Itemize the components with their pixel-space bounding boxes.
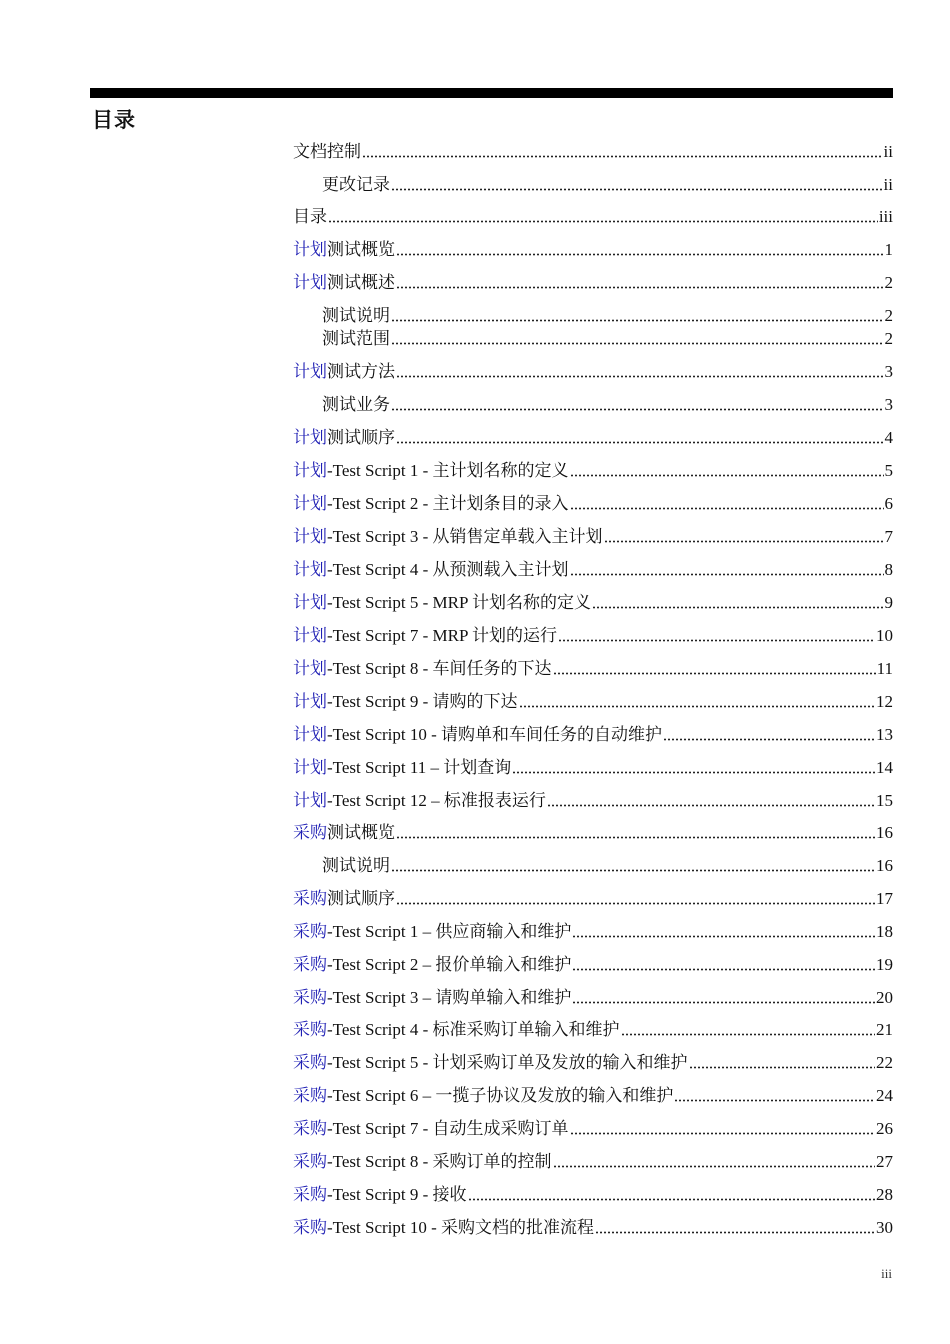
toc-entry[interactable] xyxy=(293,205,893,229)
toc-page-number: 21 xyxy=(876,1020,893,1039)
dot-leader xyxy=(396,887,875,905)
footer-page-number: iii xyxy=(881,1266,892,1281)
dot-leader xyxy=(570,459,884,477)
toc-page-number: 2 xyxy=(884,329,893,348)
toc-entry[interactable] xyxy=(293,327,893,351)
toc-entry-title: 测试说明 xyxy=(322,306,390,325)
toc-entry-text xyxy=(293,920,571,944)
toc-entry[interactable] xyxy=(293,591,893,615)
dot-leader xyxy=(572,920,875,938)
toc-entry-prefix: 计划 xyxy=(293,626,327,645)
toc-entry-prefix: 采购 xyxy=(293,1020,327,1039)
toc-entry[interactable] xyxy=(293,238,893,262)
toc-entry-title: -Test Script 8 - 车间任务的下达 xyxy=(327,659,552,678)
toc-entry-title: 测试范围 xyxy=(322,329,390,348)
toc-entry-title: 更改记录 xyxy=(322,175,390,194)
toc-entry[interactable] xyxy=(293,789,893,813)
toc-page-number: ii xyxy=(883,142,893,161)
dot-leader xyxy=(362,140,883,158)
toc-entry-text xyxy=(293,1117,569,1141)
toc-entry-text xyxy=(293,360,395,384)
toc-entry-text xyxy=(293,953,571,977)
toc-page-number: 27 xyxy=(876,1152,893,1171)
toc-entry[interactable] xyxy=(293,140,893,164)
toc-page-number: 6 xyxy=(884,494,893,513)
toc-entry-title: 测试方法 xyxy=(327,362,395,381)
toc-page-number: 20 xyxy=(876,988,893,1007)
toc-entry-title: -Test Script 10 - 采购文档的批准流程 xyxy=(327,1218,595,1237)
toc-entry-prefix: 计划 xyxy=(293,791,327,810)
toc-page-number: 2 xyxy=(884,273,893,292)
toc-entry-prefix: 采购 xyxy=(293,889,327,908)
toc-entry-title: 测试顺序 xyxy=(327,428,395,447)
toc-entry-prefix: 计划 xyxy=(293,527,327,546)
toc-entry-title: -Test Script 3 - 从销售定单载入主计划 xyxy=(327,527,603,546)
toc-entry[interactable] xyxy=(293,723,893,747)
dot-leader xyxy=(396,426,884,444)
toc-entry-text xyxy=(293,591,591,615)
toc-entry[interactable] xyxy=(293,1018,893,1042)
toc-entry-text xyxy=(293,821,395,845)
toc-entry-text xyxy=(293,238,395,262)
toc-entry[interactable] xyxy=(293,953,893,977)
toc-entry[interactable] xyxy=(293,1150,893,1174)
toc-entry[interactable] xyxy=(293,459,893,483)
toc-entry-text xyxy=(293,1150,552,1174)
toc-page-number: 2 xyxy=(884,306,893,325)
toc-entry-title: -Test Script 8 - 采购订单的控制 xyxy=(327,1152,552,1171)
dot-leader xyxy=(396,238,884,256)
toc-entry-text xyxy=(293,1216,594,1240)
toc-page-number: 7 xyxy=(884,527,893,546)
toc-entry-prefix: 采购 xyxy=(293,1218,327,1237)
toc-entry-text xyxy=(293,1018,620,1042)
toc-entry[interactable] xyxy=(293,690,893,714)
toc-entry-prefix: 计划 xyxy=(293,593,327,612)
toc-entry[interactable] xyxy=(293,525,893,549)
toc-entry-text xyxy=(322,304,390,328)
toc-page-number: 8 xyxy=(884,560,893,579)
toc-entry-prefix: 计划 xyxy=(293,560,327,579)
dot-leader xyxy=(689,1051,875,1069)
toc-entry-prefix: 采购 xyxy=(293,922,327,941)
toc-entry-title: -Test Script 1 - 主计划名称的定义 xyxy=(327,461,569,480)
toc-entry-text xyxy=(293,205,327,229)
toc-entry-text xyxy=(293,492,569,516)
toc-entry-title: 测试概览 xyxy=(327,240,395,259)
dot-leader xyxy=(572,953,875,971)
toc-entry-prefix: 计划 xyxy=(293,428,327,447)
toc-entry-title: -Test Script 12 – 标准报表运行 xyxy=(327,791,546,810)
toc-entry-text xyxy=(293,525,603,549)
toc-page-number: 30 xyxy=(876,1218,893,1237)
toc-page-number: 16 xyxy=(876,856,893,875)
toc-entry-prefix: 采购 xyxy=(293,1185,327,1204)
toc-entry[interactable] xyxy=(293,920,893,944)
toc-page-number: 16 xyxy=(876,823,893,842)
toc-page-number: 19 xyxy=(876,955,893,974)
toc-entry-prefix: 采购 xyxy=(293,823,327,842)
toc-entry-prefix: 采购 xyxy=(293,1053,327,1072)
toc-entry-text xyxy=(293,459,569,483)
top-rule xyxy=(90,88,893,98)
dot-leader xyxy=(570,492,884,510)
toc-entry-text xyxy=(293,789,546,813)
toc-page-number: 10 xyxy=(876,626,893,645)
toc-entry-title: 测试说明 xyxy=(322,856,390,875)
toc-entry-title: -Test Script 6 – 一揽子协议及发放的输入和维护 xyxy=(327,1086,674,1105)
toc-page-number: 18 xyxy=(876,922,893,941)
toc-entry-prefix: 采购 xyxy=(293,988,327,1007)
toc-entry-text xyxy=(293,558,569,582)
dot-leader xyxy=(391,327,884,345)
toc-entry-prefix: 计划 xyxy=(293,494,327,513)
dot-leader xyxy=(595,1216,875,1234)
toc-page-number: 9 xyxy=(884,593,893,612)
dot-leader xyxy=(592,591,883,609)
toc-entry-title: -Test Script 5 - 计划采购订单及发放的输入和维护 xyxy=(327,1053,688,1072)
toc-entry[interactable] xyxy=(293,756,893,780)
toc-entry-prefix: 采购 xyxy=(293,1086,327,1105)
toc-entry[interactable] xyxy=(293,1117,893,1141)
toc-entry[interactable] xyxy=(293,271,893,295)
toc-page-number: 17 xyxy=(876,889,893,908)
dot-leader xyxy=(558,624,875,642)
toc-page-number: 28 xyxy=(876,1185,893,1204)
dot-leader xyxy=(328,205,878,223)
toc-entry-text xyxy=(322,327,390,351)
toc-entry-text xyxy=(293,657,552,681)
toc-entry-text xyxy=(293,887,395,911)
dot-leader xyxy=(570,1117,875,1135)
dot-leader xyxy=(468,1183,875,1201)
toc-entry-title: 文档控制 xyxy=(293,142,361,161)
toc-entry-text xyxy=(322,854,390,878)
dot-leader xyxy=(604,525,884,543)
toc-entry[interactable] xyxy=(293,1183,893,1207)
toc-page-number: ii xyxy=(883,175,893,194)
toc-entry[interactable] xyxy=(293,1216,893,1240)
toc-entry-title: -Test Script 2 – 报价单输入和维护 xyxy=(327,955,572,974)
dot-leader xyxy=(621,1018,875,1036)
dot-leader xyxy=(391,173,883,191)
toc-entry-title: -Test Script 3 – 请购单输入和维护 xyxy=(327,988,572,1007)
toc-entry-prefix: 采购 xyxy=(293,1152,327,1171)
dot-leader xyxy=(512,756,875,774)
toc-entry-prefix: 采购 xyxy=(293,955,327,974)
toc-entry-prefix: 计划 xyxy=(293,725,327,744)
toc-entry-text xyxy=(293,624,557,648)
toc-page-number: iii xyxy=(878,207,893,226)
toc-entry-text xyxy=(293,986,571,1010)
toc-page-number: 3 xyxy=(884,362,893,381)
toc-entry-title: -Test Script 1 – 供应商输入和维护 xyxy=(327,922,572,941)
toc-entry-prefix: 计划 xyxy=(293,240,327,259)
toc-entry-title: 目录 xyxy=(293,207,327,226)
toc-entry-title: 测试业务 xyxy=(322,395,390,414)
toc-page-number: 11 xyxy=(876,659,893,678)
toc-page-number: 4 xyxy=(884,428,893,447)
toc-entry-title: 测试顺序 xyxy=(327,889,395,908)
toc-page-number: 26 xyxy=(876,1119,893,1138)
toc-entry-title: -Test Script 5 - MRP 计划名称的定义 xyxy=(327,593,592,612)
toc-page-number: 12 xyxy=(876,692,893,711)
toc-entry-prefix: 计划 xyxy=(293,758,327,777)
toc-entry-prefix: 计划 xyxy=(293,461,327,480)
toc-page-number: 15 xyxy=(876,791,893,810)
dot-leader xyxy=(391,304,884,322)
dot-leader xyxy=(391,854,875,872)
toc-entry-text xyxy=(293,1051,688,1075)
toc-entry[interactable] xyxy=(293,624,893,648)
toc-entry-title: -Test Script 7 - MRP 计划的运行 xyxy=(327,626,558,645)
toc-entry-prefix: 计划 xyxy=(293,273,327,292)
toc-page-number: 24 xyxy=(876,1086,893,1105)
dot-leader xyxy=(519,690,875,708)
toc-entry-title: 测试概述 xyxy=(327,273,395,292)
dot-leader xyxy=(396,271,884,289)
toc-entry-title: -Test Script 4 - 从预测载入主计划 xyxy=(327,560,569,579)
toc-entry[interactable] xyxy=(293,986,893,1010)
toc-entry[interactable] xyxy=(293,360,893,384)
dot-leader xyxy=(391,393,884,411)
toc-entry-text xyxy=(293,426,395,450)
toc-entry[interactable] xyxy=(293,558,893,582)
toc-page-number: 13 xyxy=(876,725,893,744)
toc-entry-title: 测试概览 xyxy=(327,823,395,842)
toc-entry-title: -Test Script 7 - 自动生成采购订单 xyxy=(327,1119,569,1138)
toc-entry-text xyxy=(293,1084,673,1108)
toc-entry[interactable] xyxy=(293,887,893,911)
toc-entry-prefix: 计划 xyxy=(293,692,327,711)
toc-page-number: 22 xyxy=(876,1053,893,1072)
toc-entry-text xyxy=(293,723,662,747)
toc-entry-text xyxy=(322,393,390,417)
toc-entry[interactable] xyxy=(293,304,893,328)
toc-entry-prefix: 采购 xyxy=(293,1119,327,1138)
toc-entry[interactable] xyxy=(293,1051,893,1075)
toc-entry-title: -Test Script 11 – 计划查询 xyxy=(327,758,512,777)
dot-leader xyxy=(570,558,884,576)
dot-leader xyxy=(553,657,876,675)
dot-leader xyxy=(547,789,875,807)
toc-entry-prefix: 计划 xyxy=(293,362,327,381)
toc-entry[interactable] xyxy=(293,657,893,681)
toc-page-number: 3 xyxy=(884,395,893,414)
dot-leader xyxy=(572,986,875,1004)
toc-entry[interactable] xyxy=(293,393,893,417)
toc-page-number: 1 xyxy=(884,240,893,259)
toc-entry-title: -Test Script 4 - 标准采购订单输入和维护 xyxy=(327,1020,620,1039)
toc-entry-text xyxy=(322,173,390,197)
toc-page-number: 14 xyxy=(876,758,893,777)
toc-entry-title: -Test Script 9 - 请购的下达 xyxy=(327,692,518,711)
toc-entry[interactable] xyxy=(293,1084,893,1108)
dot-leader xyxy=(396,821,875,839)
toc-entry[interactable] xyxy=(293,492,893,516)
toc-entry-title: -Test Script 2 - 主计划条目的录入 xyxy=(327,494,569,513)
toc-entry-title: -Test Script 9 - 接收 xyxy=(327,1185,467,1204)
toc-entry-text xyxy=(293,756,511,780)
toc-entry-title: -Test Script 10 - 请购单和车间任务的自动维护 xyxy=(327,725,663,744)
toc-entry-text xyxy=(293,140,361,164)
page-title: 目录 xyxy=(92,108,136,132)
toc-page-number: 5 xyxy=(884,461,893,480)
dot-leader xyxy=(396,360,884,378)
dot-leader xyxy=(663,723,875,741)
dot-leader xyxy=(553,1150,875,1168)
toc-entry[interactable] xyxy=(293,426,893,450)
toc-entry[interactable] xyxy=(293,821,893,845)
toc-entry[interactable] xyxy=(293,173,893,197)
dot-leader xyxy=(674,1084,875,1102)
toc-entry-text xyxy=(293,1183,467,1207)
toc-entry-text xyxy=(293,690,518,714)
toc-entry[interactable] xyxy=(293,854,893,878)
toc-entry-text xyxy=(293,271,395,295)
toc-entry-prefix: 计划 xyxy=(293,659,327,678)
